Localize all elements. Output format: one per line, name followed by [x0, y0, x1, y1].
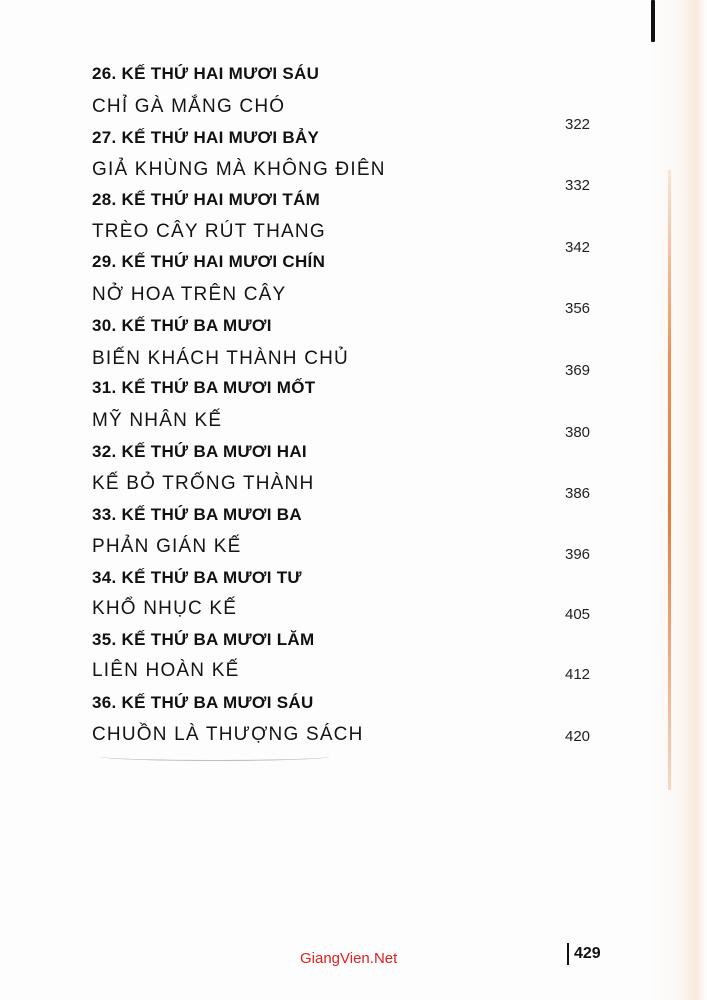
toc-entry-page: 396	[565, 546, 591, 563]
toc-entry-subtitle: NỞ HOA TRÊN CÂY	[92, 284, 287, 305]
page-number: 429	[567, 943, 601, 965]
toc-entry-page: 369	[565, 362, 591, 379]
toc-entry-subtitle: TRÈO CÂY RÚT THANG	[92, 221, 326, 242]
toc-entry-subtitle: BIẾN KHÁCH THÀNH CHỦ	[92, 348, 349, 369]
pen-underline-mark	[100, 752, 330, 761]
toc-entry-title: 26. KẾ THỨ HAI MƯƠI SÁU	[92, 64, 320, 83]
site-watermark: GiangVien.Net	[300, 950, 398, 967]
toc-entry-subtitle: CHUỒN LÀ THƯỢNG SÁCH	[92, 724, 364, 745]
toc-entry-page: 356	[565, 300, 591, 317]
toc-entry-page: 412	[565, 666, 591, 683]
toc-entry-subtitle: MỸ NHÂN KẾ	[92, 410, 223, 431]
toc-entry-subtitle: PHẢN GIÁN KẾ	[92, 536, 242, 557]
page-edge-shading	[649, 0, 707, 1000]
toc-entry-title: 32. KẾ THỨ BA MƯƠI HAI	[92, 442, 307, 461]
toc-entry-title: 30. KẾ THỨ BA MƯƠI	[92, 316, 272, 335]
toc-entry-subtitle: CHỈ GÀ MẮNG CHÓ	[92, 96, 286, 117]
toc-entry-title: 34. KẾ THỨ BA MƯƠI TƯ	[92, 568, 302, 587]
toc-entry-page: 342	[565, 239, 591, 256]
top-edge-mark	[651, 0, 655, 42]
toc-entry-title: 27. KẾ THỨ HAI MƯƠI BẢY	[92, 128, 320, 147]
toc-entry-page: 420	[565, 728, 591, 745]
toc-entry-page: 322	[565, 116, 591, 133]
toc-entry-subtitle: LIÊN HOÀN KẾ	[92, 660, 240, 681]
page-edge-line	[668, 170, 671, 790]
toc-entry-subtitle: KẾ BỎ TRỐNG THÀNH	[92, 473, 315, 494]
toc-entry-page: 332	[565, 177, 591, 194]
toc-entry-page: 405	[565, 606, 591, 623]
toc-entry-title: 33. KẾ THỨ BA MƯƠI BA	[92, 505, 302, 524]
toc-entry-title: 36. KẾ THỨ BA MƯƠI SÁU	[92, 693, 314, 712]
toc-entry-title: 29. KẾ THỨ HAI MƯƠI CHÍN	[92, 252, 326, 271]
toc-entry-page: 380	[565, 424, 591, 441]
toc-entry-subtitle: KHỔ NHỤC KẾ	[92, 598, 238, 619]
toc-entry-title: 31. KẾ THỨ BA MƯƠI MỐT	[92, 378, 316, 397]
toc-entry-title: 35. KẾ THỨ BA MƯƠI LĂM	[92, 630, 315, 649]
toc-entry-title: 28. KẾ THỨ HAI MƯƠI TÁM	[92, 190, 321, 209]
toc-entry-subtitle: GIẢ KHÙNG MÀ KHÔNG ĐIÊN	[92, 159, 386, 180]
toc-entry-page: 386	[565, 485, 591, 502]
